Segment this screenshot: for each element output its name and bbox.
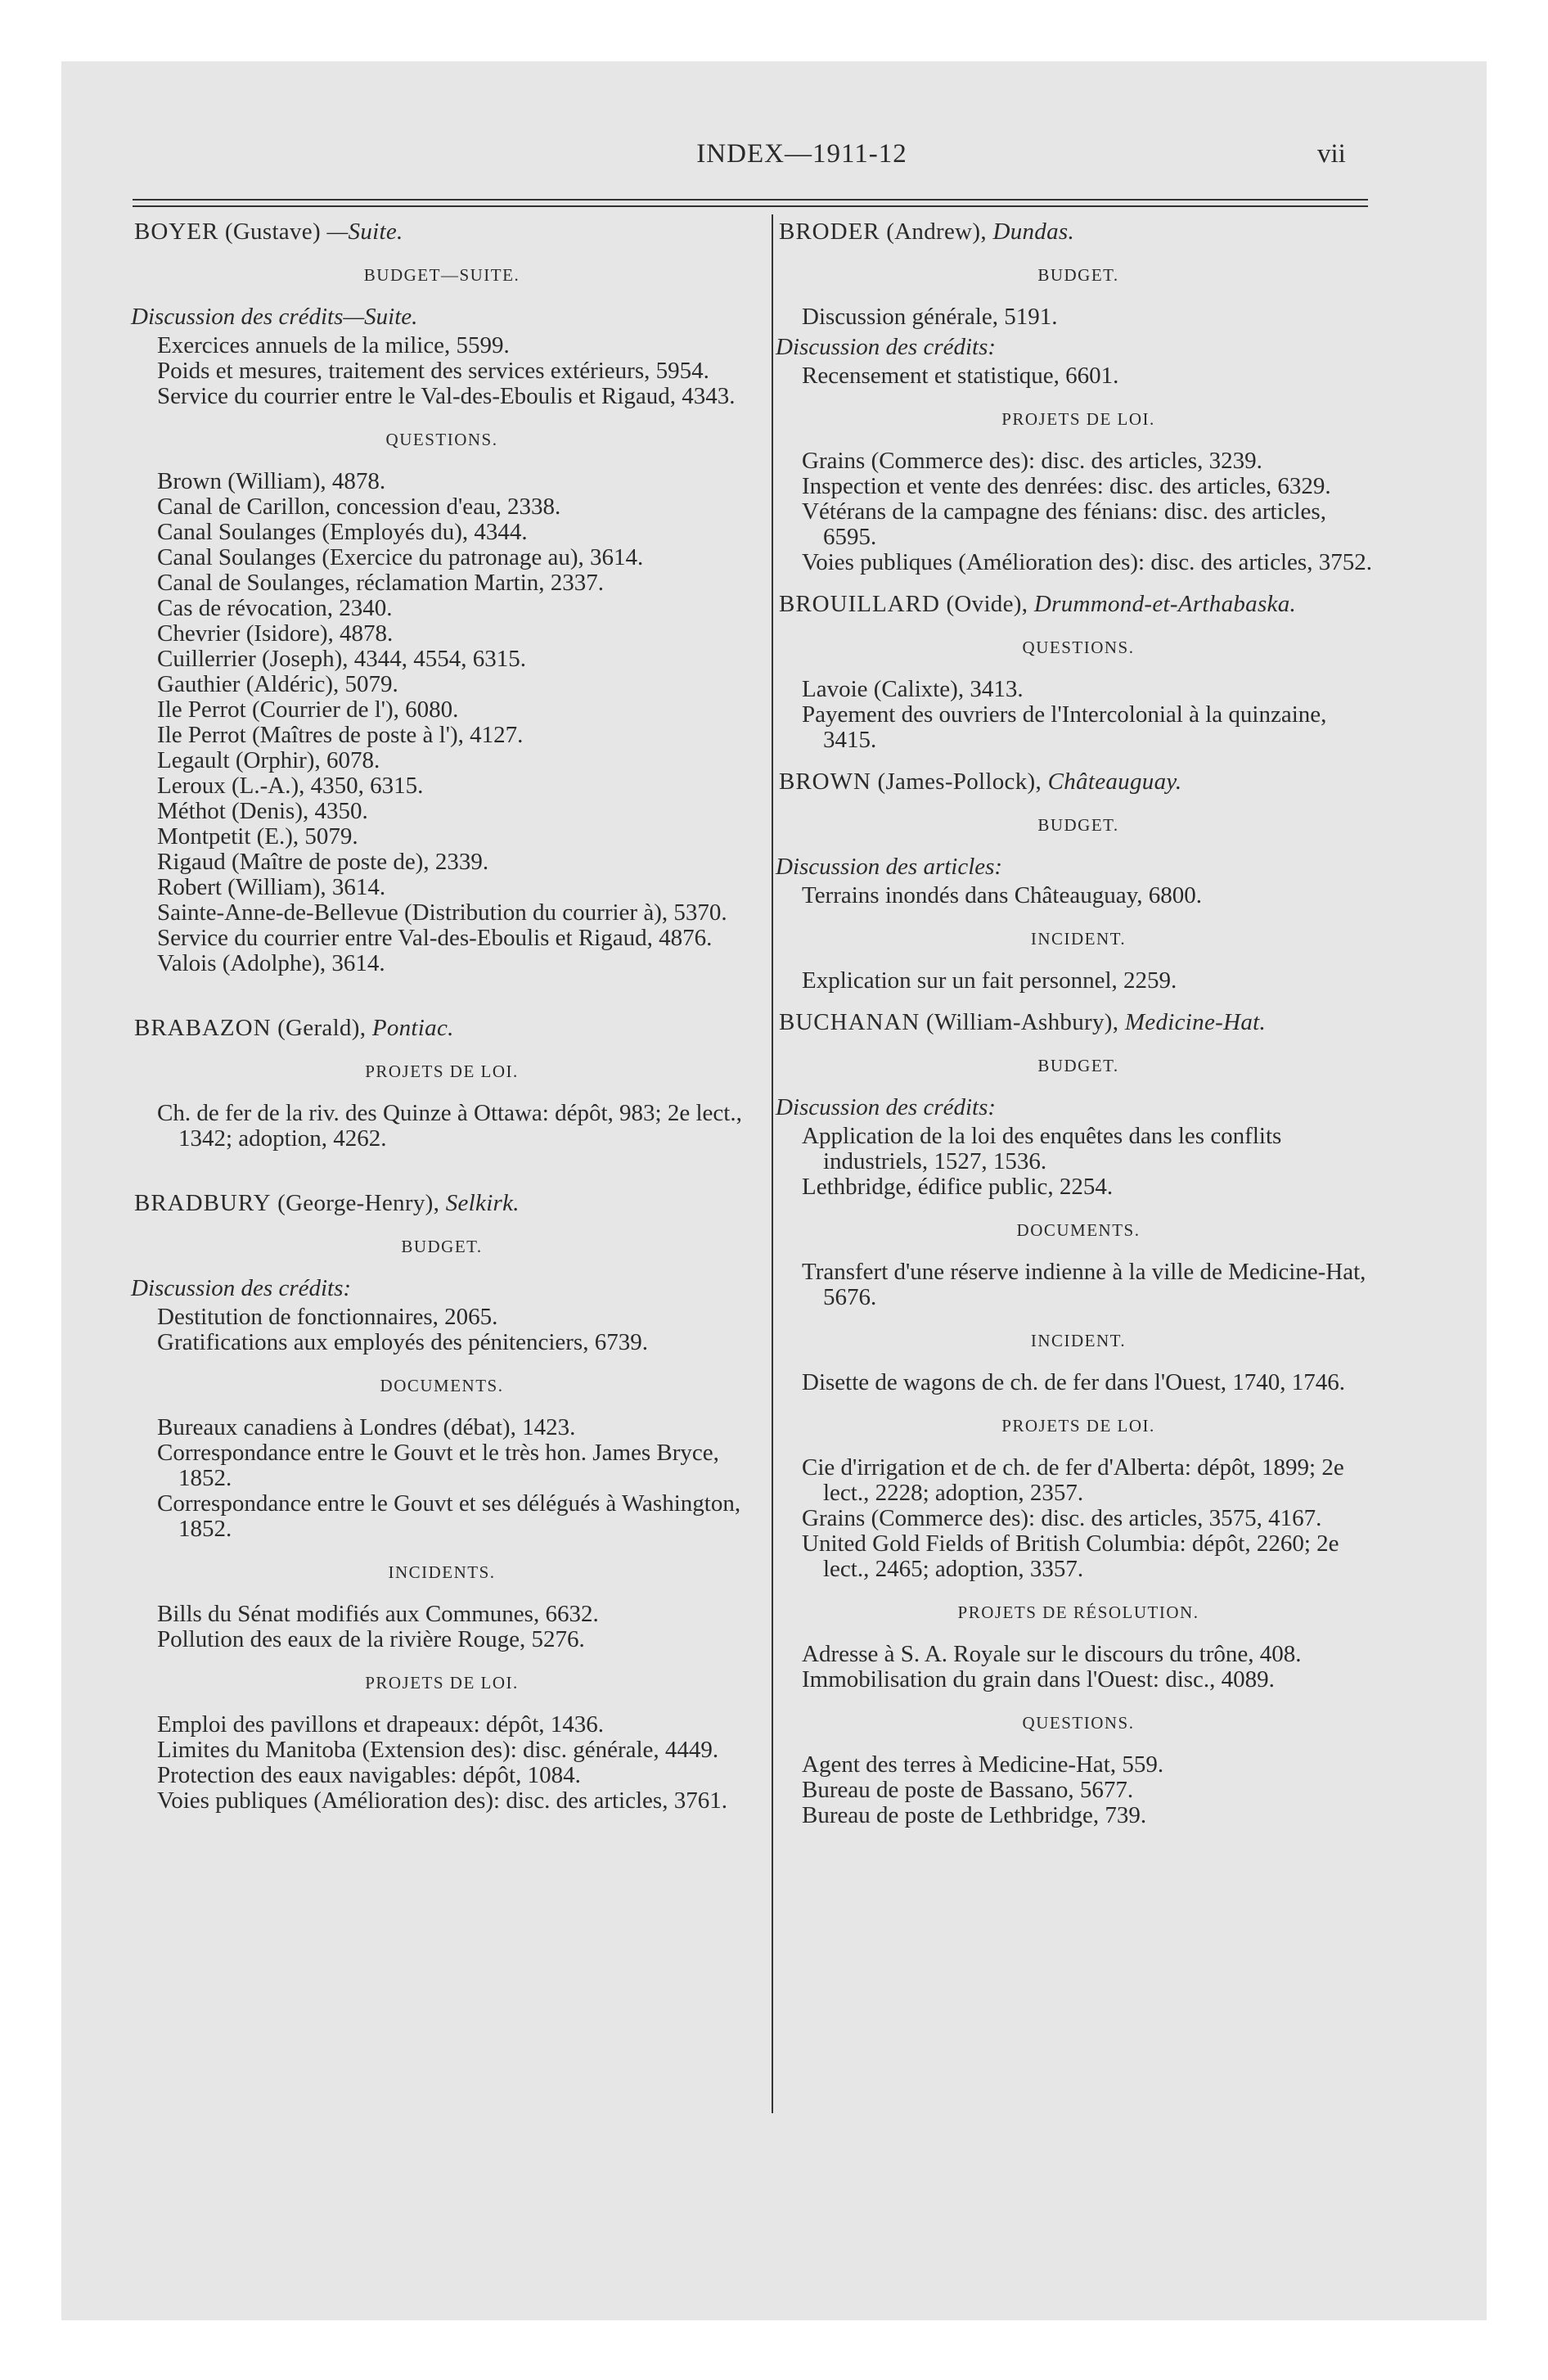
index-item: Montpetit (E.), 5079. xyxy=(157,823,358,850)
index-item: Terrains inondés dans Châteauguay, 6800. xyxy=(802,882,1202,908)
index-item: Service du courrier entre Val-des-Eboulis et Rigaud, 4876. xyxy=(157,925,713,951)
index-item: Recensement et statistique, 6601. xyxy=(802,363,1119,389)
index-item: Rigaud (Maître de poste de), 2339. xyxy=(157,849,489,875)
index-item: Correspondance entre le Gouvt et le très hon. James Bryce, 1852. xyxy=(157,1440,719,1491)
index-item: Canal de Carillon, concession d'eau, 2338. xyxy=(157,494,561,520)
entry-surname: BROWN xyxy=(779,769,871,795)
index-item: Bills du Sénat modifiés aux Communes, 6632. xyxy=(157,1601,599,1627)
left-column xyxy=(131,219,753,1830)
index-item: Méthot (Denis), 4350. xyxy=(157,798,368,824)
index-item: Sainte-Anne-de-Bellevue (Distribution du courrier à), 5370. xyxy=(157,899,727,926)
subsection-label: Discussion des crédits: xyxy=(131,1275,352,1301)
entry-riding: Dundas. xyxy=(992,219,1075,245)
subsection-label: Discussion des crédits: xyxy=(776,1094,997,1120)
index-item: Legault (Orphir), 6078. xyxy=(157,747,380,773)
entry-given-name: (James-Pollock), xyxy=(877,769,1042,795)
index-item: Immobilisation du grain dans l'Ouest: disc., 4089. xyxy=(802,1666,1275,1693)
page-header-title: INDEX—1911-12 xyxy=(696,139,907,169)
entry-surname: BOYER xyxy=(134,219,219,245)
index-item: Gauthier (Aldéric), 5079. xyxy=(157,671,398,697)
index-item: Leroux (L.-A.), 4350, 6315. xyxy=(157,773,424,799)
entry-riding: Châteauguay. xyxy=(1047,769,1182,795)
index-entry xyxy=(776,592,1381,753)
index-item: Gratifications aux employés des pénitenciers, 6739. xyxy=(157,1329,648,1355)
index-item: Service du courrier entre le Val-des-Eboulis et Rigaud, 4343. xyxy=(157,383,736,409)
index-item: Valois (Adolphe), 3614. xyxy=(157,950,385,976)
header-rule xyxy=(133,199,1368,207)
section-heading: QUESTIONS. xyxy=(1022,1713,1135,1733)
index-item: Exercices annuels de la milice, 5599. xyxy=(157,332,510,358)
index-item: Brown (William), 4878. xyxy=(157,468,386,494)
index-entry xyxy=(131,1016,753,1152)
index-item: Lavoie (Calixte), 3413. xyxy=(802,676,1024,702)
index-item: Voies publiques (Amélioration des): disc. des articles, 3761. xyxy=(157,1787,727,1814)
index-item: Bureau de poste de Lethbridge, 739. xyxy=(802,1802,1147,1828)
index-item: Ile Perrot (Courrier de l'), 6080. xyxy=(157,696,459,723)
index-item: Agent des terres à Medicine-Hat, 559. xyxy=(802,1751,1164,1778)
index-item: Disette de wagons de ch. de fer dans l'Ouest, 1740, 1746. xyxy=(802,1369,1346,1395)
entry-given-name: (Ovide), xyxy=(946,591,1028,617)
index-item: Robert (William), 3614. xyxy=(157,874,386,900)
column-divider xyxy=(772,214,773,2113)
section-heading: PROJETS DE LOI. xyxy=(1001,1416,1155,1436)
index-item: Cie d'irrigation et de ch. de fer d'Alberta: dépôt, 1899; 2e lect., 2228; adoption, 2357. xyxy=(802,1454,1344,1506)
index-item: Protection des eaux navigables: dépôt, 1084. xyxy=(157,1762,581,1788)
entry-heading xyxy=(779,1010,1381,1035)
index-item: Grains (Commerce des): disc. des articles, 3239. xyxy=(802,448,1262,474)
entry-surname: BROUILLARD xyxy=(779,591,940,617)
index-item: Limites du Manitoba (Extension des): disc. générale, 4449. xyxy=(157,1737,719,1763)
index-entry xyxy=(131,1191,753,1814)
entry-heading xyxy=(134,219,753,245)
section-heading: BUDGET. xyxy=(1037,1056,1119,1075)
index-item: Cuillerrier (Joseph), 4344, 4554, 6315. xyxy=(157,646,527,672)
subsection-label: Discussion des crédits—Suite. xyxy=(131,304,418,330)
section-heading: DOCUMENTS. xyxy=(1016,1220,1141,1240)
index-item: Ile Perrot (Maîtres de poste à l'), 4127. xyxy=(157,722,524,748)
index-item: Application de la loi des enquêtes dans les conflits industriels, 1527, 1536. xyxy=(802,1123,1282,1174)
index-entry xyxy=(131,219,753,976)
entry-given-name: (Andrew), xyxy=(886,219,987,245)
index-item: Canal Soulanges (Exercice du patronage au), 3614. xyxy=(157,544,644,570)
entry-surname: BUCHANAN xyxy=(779,1009,920,1035)
index-item: Canal Soulanges (Employés du), 4344. xyxy=(157,519,528,545)
index-item: Emploi des pavillons et drapeaux: dépôt, 1436. xyxy=(157,1711,605,1738)
index-item: Bureaux canadiens à Londres (débat), 1423. xyxy=(157,1414,576,1440)
section-heading: INCIDENT. xyxy=(1030,1331,1127,1350)
index-item: Poids et mesures, traitement des services extérieurs, 5954. xyxy=(157,358,709,384)
section-heading: INCIDENTS. xyxy=(388,1562,496,1582)
entry-riding: Drummond-et-Arthabaska. xyxy=(1033,591,1297,617)
index-item: Grains (Commerce des): disc. des articles, 3575, 4167. xyxy=(802,1505,1322,1531)
subsection-label: Discussion des crédits: xyxy=(776,334,997,360)
section-heading: PROJETS DE LOI. xyxy=(1001,409,1155,429)
index-item: United Gold Fields of British Columbia: dépôt, 2260; 2e lect., 2465; adoption, 3357. xyxy=(802,1530,1339,1582)
entry-heading xyxy=(134,1016,753,1041)
entry-given-name: (George-Henry), xyxy=(277,1190,440,1216)
index-item: Correspondance entre le Gouvt et ses délégués à Washington, 1852. xyxy=(157,1490,741,1542)
section-heading: QUESTIONS. xyxy=(385,430,498,449)
entry-given-name: (Gustave) xyxy=(224,219,321,245)
section-heading: PROJETS DE RÉSOLUTION. xyxy=(957,1602,1199,1622)
index-item: Cas de révocation, 2340. xyxy=(157,595,393,621)
page-number: vii xyxy=(1317,139,1346,169)
index-item: Inspection et vente des denrées: disc. des articles, 6329. xyxy=(802,473,1331,499)
index-item: Adresse à S. A. Royale sur le discours du trône, 408. xyxy=(802,1641,1302,1667)
entry-heading xyxy=(134,1191,753,1216)
index-item: Pollution des eaux de la rivière Rouge, 5276. xyxy=(157,1626,585,1652)
index-item: Ch. de fer de la riv. des Quinze à Ottawa: dépôt, 983; 2e lect., 1342; adoption, 4262. xyxy=(157,1100,742,1152)
entry-given-name: (Gerald), xyxy=(277,1015,367,1041)
index-item: Chevrier (Isidore), 4878. xyxy=(157,620,394,647)
index-item: Discussion générale, 5191. xyxy=(802,304,1058,330)
section-heading: INCIDENT. xyxy=(1030,929,1127,949)
entry-given-name: (William-Ashbury), xyxy=(925,1009,1119,1035)
right-column xyxy=(776,219,1381,1845)
entry-heading xyxy=(779,769,1381,795)
index-entry xyxy=(776,219,1381,575)
index-item: Voies publiques (Amélioration des): disc. des articles, 3752. xyxy=(802,549,1372,575)
index-item: Payement des ouvriers de l'Intercolonial à la quinzaine, 3415. xyxy=(802,701,1327,753)
section-heading: QUESTIONS. xyxy=(1022,638,1135,657)
entry-surname: BRODER xyxy=(779,219,880,245)
index-item: Explication sur un fait personnel, 2259. xyxy=(802,967,1177,994)
index-entry xyxy=(776,1010,1381,1828)
entry-riding: Pontiac. xyxy=(371,1015,454,1041)
entry-riding: Selkirk. xyxy=(445,1190,520,1216)
subsection-label: Discussion des articles: xyxy=(776,854,1003,880)
section-heading: PROJETS DE LOI. xyxy=(365,1062,519,1081)
section-heading: BUDGET. xyxy=(1037,815,1119,835)
index-item: Vétérans de la campagne des fénians: disc. des articles, 6595. xyxy=(802,498,1326,550)
entry-riding: —Suite. xyxy=(326,219,403,245)
section-heading: BUDGET. xyxy=(1037,265,1119,285)
entry-heading xyxy=(779,219,1381,245)
entry-heading xyxy=(779,592,1381,617)
section-heading: BUDGET. xyxy=(401,1237,483,1256)
entry-surname: BRABAZON xyxy=(134,1015,272,1041)
section-heading: PROJETS DE LOI. xyxy=(365,1673,519,1693)
section-heading: BUDGET—SUITE. xyxy=(363,265,520,285)
index-item: Destitution de fonctionnaires, 2065. xyxy=(157,1304,498,1330)
section-heading: DOCUMENTS. xyxy=(380,1376,504,1395)
index-item: Canal de Soulanges, réclamation Martin, 2337. xyxy=(157,570,605,596)
index-item: Bureau de poste de Bassano, 5677. xyxy=(802,1777,1134,1803)
index-entry xyxy=(776,769,1381,994)
entry-riding: Medicine-Hat. xyxy=(1124,1009,1267,1035)
index-item: Lethbridge, édifice public, 2254. xyxy=(802,1174,1114,1200)
entry-surname: BRADBURY xyxy=(134,1190,272,1216)
index-item: Transfert d'une réserve indienne à la ville de Medicine-Hat, 5676. xyxy=(802,1259,1366,1310)
